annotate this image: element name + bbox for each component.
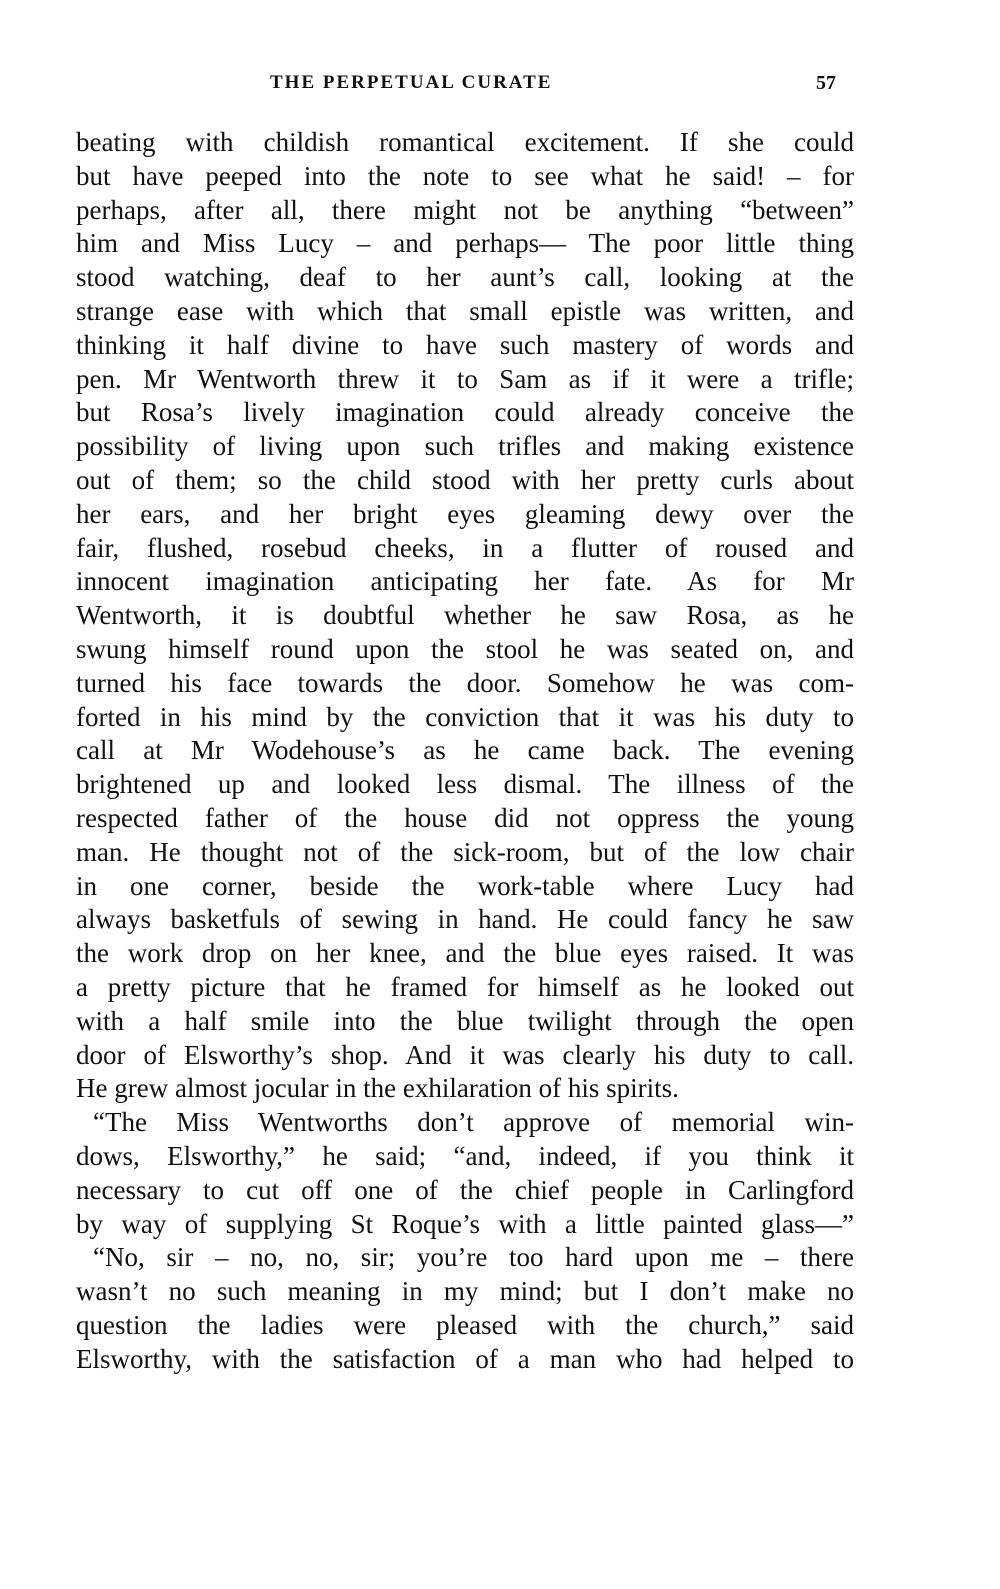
page-number: 57 [816,72,836,94]
text-line: He grew almost jocular in the exhilaration of his spirits. [76,1073,679,1104]
text-line: call at Mr Wodehouse’s as he came back. The evening [76,735,854,766]
text-line: turned his face towards the door. Somehow he was com- [76,667,854,698]
text-line: pen. Mr Wentworth threw it to Sam as if it were a trifle; [76,363,854,394]
text-line: respected father of the house did not oppress the young [76,802,854,833]
text-line: out of them; so the child stood with her pretty curls about [76,464,854,495]
text-line: question the ladies were pleased with the church,” said [76,1309,854,1340]
running-title: THE PERPETUAL CURATE [270,72,553,93]
text-line: dows, Elsworthy,” he said; “and, indeed, if you think it [76,1140,854,1171]
text-line: Elsworthy, with the satisfaction of a man who had helped to [76,1343,854,1374]
text-line: in one corner, beside the work-table where Lucy had [76,870,854,901]
text-line: fair, flushed, rosebud cheeks, in a flutter of roused and [76,532,854,563]
text-line: Wentworth, it is doubtful whether he saw Rosa, as he [76,600,854,631]
text-line: but have peeped into the note to see what he said! – for [76,160,854,191]
text-line: swung himself round upon the stool he was seated on, and [76,633,854,664]
text-line: forted in his mind by the conviction that it was his duty to [76,701,854,732]
text-line: beating with childish romantical excitement. If she could [76,127,854,157]
text-line: wasn’t no such meaning in my mind; but I don’t make no [76,1276,854,1307]
text-line: the work drop on her knee, and the blue eyes raised. It was [76,938,854,969]
text-line: “No, sir – no, no, sir; you’re too hard upon me – there [93,1242,854,1273]
text-line: “The Miss Wentworths don’t approve of memorial win- [93,1107,854,1138]
text-line: a pretty picture that he framed for himself as he looked out [76,971,854,1002]
text-line: by way of supplying St Roque’s with a little painted glass—” [76,1208,854,1239]
text-line: man. He thought not of the sick-room, but of the low chair [76,836,854,867]
text-line: possibility of living upon such trifles and making existence [76,431,854,462]
text-line: perhaps, after all, there might not be anything “between” [76,194,854,225]
text-line: thinking it half divine to have such mastery of words and [76,329,854,360]
text-line: her ears, and her bright eyes gleaming dewy over the [76,498,854,529]
text-line: innocent imagination anticipating her fate. As for Mr [76,566,854,597]
text-line: brightened up and looked less dismal. The illness of the [76,769,854,800]
text-line: door of Elsworthy’s shop. And it was clearly his duty to call. [76,1039,854,1070]
text-line: stood watching, deaf to her aunt’s call, looking at the [76,262,854,293]
text-line: him and Miss Lucy – and perhaps— The poor little thing [76,228,854,259]
body-text [76,126,854,1376]
text-line: strange ease with which that small epistle was written, and [76,295,854,326]
text-line: always basketfuls of sewing in hand. He could fancy he saw [76,904,854,935]
text-line: necessary to cut off one of the chief people in Carlingford [76,1174,854,1205]
text-line: but Rosa’s lively imagination could already conceive the [76,397,854,428]
text-line: with a half smile into the blue twilight through the open [76,1005,854,1036]
